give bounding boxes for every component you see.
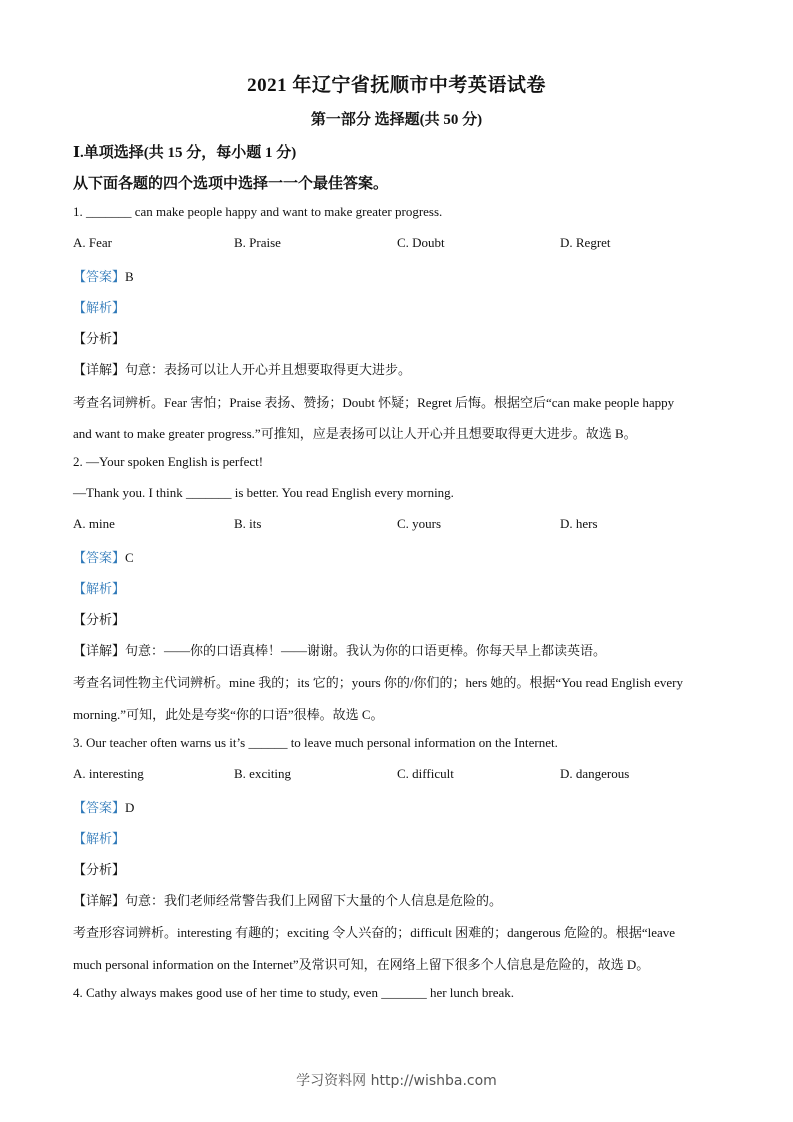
question-3-explain-line-1: 考查形容词辨析。interesting 有趣的；exciting 令人兴奋的；difficult 困难的；dangerous 危险的。根据“leave [73,925,676,940]
option-b: B. Praise [234,235,281,250]
detail-text: 句意：表扬可以让人开心并且想要取得更大进步。 [125,362,412,377]
detail-tag: 【详解】 [73,643,126,658]
option-a: A. interesting [73,766,144,781]
question-3-detail [73,890,502,909]
question-2-stem-line-1: 2. —Your spoken English is perfect! [73,454,264,469]
question-4-stem: 4. Cathy always makes good use of her time to study, even _______ her lunch break. [73,985,515,1000]
answer-value: C [125,550,134,565]
option-d: D. hers [560,516,598,531]
option-b: B. exciting [234,766,292,781]
detail-tag: 【详解】 [73,893,126,908]
answer-tag: 【答案】 [73,269,126,284]
question-1-analysis-tag: 【解析】 [73,300,126,315]
answer-tag: 【答案】 [73,800,126,815]
question-2-analysis-tag: 【解析】 [73,581,126,596]
detail-text: 句意：——你的口语真棒！——谢谢。我认为你的口语更棒。你每天早上都读英语。 [125,643,607,658]
question-1-explain-line-1: 考查名词辨析。Fear 害怕；Praise 表扬、赞扬；Doubt 怀疑；Regret 后悔。根据空后“can make people happy [73,395,675,410]
detail-tag: 【详解】 [73,362,126,377]
question-1-explain-line-2: and want to make greater progress.”可推知，应是表扬可以让人开心并且想要取得更大进步。故选 B。 [73,426,637,441]
question-3-analysis-tag: 【解析】 [73,831,126,846]
answer-tag: 【答案】 [73,550,126,565]
section-instruction: 从下面各题的四个选项中选择一一个最佳答案。 [73,176,389,192]
question-2-explain-line-1: 考查名词性物主代词辨析。mine 我的；its 它的；yours 你的/你们的；hers 她的。根据“You read English every [73,675,684,690]
detail-text: 句意：我们老师经常警告我们上网留下大量的个人信息是危险的。 [125,893,503,908]
question-2-options [73,516,723,534]
option-c: C. Doubt [397,235,445,250]
question-3-stem: 3. Our teacher often warns us it’s ______ to leave much personal information on the Internet. [73,735,558,750]
question-1-options [73,235,723,253]
page-footer: 学习资料网 http://wishba.com [296,1073,497,1089]
section-heading: Ⅰ.单项选择(共 15 分，每小题 1 分) [73,145,297,161]
question-3-explain-line-2: much personal information on the Internet”及常识可知，在网络上留下很多个人信息是危险的，故选 D。 [73,957,650,972]
question-3-answer [73,797,134,816]
question-2-explain-line-2: morning.”可知，此处是夸奖“你的口语”很棒。故选 C。 [73,707,384,722]
question-3-options [73,766,723,784]
question-2-answer [73,547,134,566]
option-d: D. dangerous [560,766,630,781]
question-2-fenxi-tag: 【分析】 [73,612,126,627]
question-1-detail [73,359,411,378]
question-1-stem: 1. _______ can make people happy and want to make greater progress. [73,204,443,219]
option-a: A. mine [73,516,115,531]
option-a: A. Fear [73,235,112,250]
answer-value: D [125,800,135,815]
page-title: 2021 年辽宁省抚顺市中考英语试卷 [247,75,546,96]
option-d: D. Regret [560,235,611,250]
question-1-fenxi-tag: 【分析】 [73,331,126,346]
question-2-stem-line-2: —Thank you. I think _______ is better. You read English every morning. [73,485,454,500]
option-c: C. yours [397,516,442,531]
option-c: C. difficult [397,766,454,781]
question-1-answer [73,266,134,285]
question-3-fenxi-tag: 【分析】 [73,862,126,877]
option-b: B. its [234,516,262,531]
answer-value: B [125,269,134,284]
part-subtitle: 第一部分 选择题(共 50 分) [310,112,483,128]
question-2-detail [73,640,606,659]
